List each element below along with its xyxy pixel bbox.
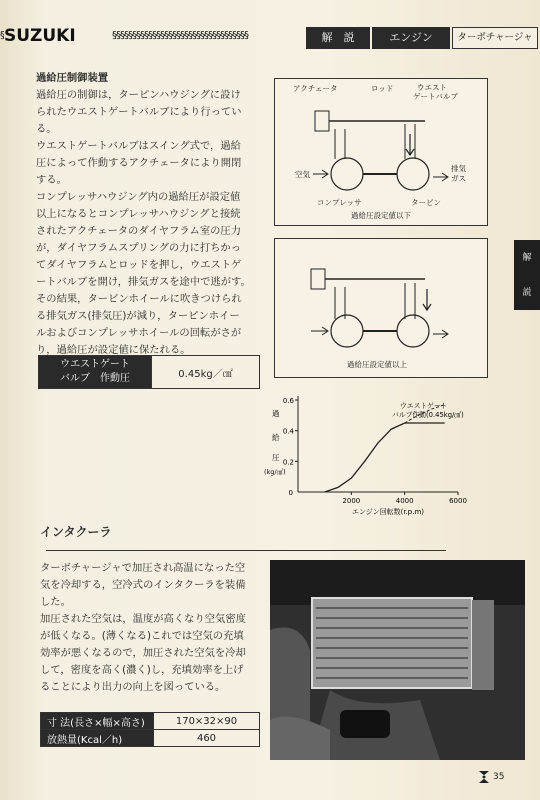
- diagram1-caption: 過給圧設定値以下: [351, 211, 411, 220]
- wastegate-spec-table: [38, 355, 260, 389]
- diagram2-caption: 過給圧設定値以上: [347, 360, 407, 369]
- section1-line: 過給圧の制御は，ターピンハウジングに設け: [36, 89, 241, 101]
- wastegate-spec-label: [39, 356, 152, 389]
- turbo-diagram-above-svg: [275, 239, 487, 377]
- turbo-diagram-above: [274, 238, 488, 378]
- y-tick-label: 0.6: [282, 397, 294, 405]
- x-axis-label: エンジン回転数(r.p.m): [351, 508, 425, 516]
- page-header: [0, 24, 540, 52]
- spec-label-line2: バルブ 作動圧: [60, 373, 130, 384]
- y-unit-label: (kg/㎠): [264, 468, 286, 476]
- section2-heading-row: [40, 524, 520, 559]
- intercooler-photo-svg: [270, 560, 525, 760]
- suzuki-logo-icon: [476, 768, 492, 786]
- section2-line: ターボチャージャで加圧され高温になった空: [40, 562, 246, 574]
- chart-annotation-line1: ウエストゲート: [400, 402, 448, 410]
- header-section-box: 解 説: [306, 27, 370, 49]
- section2-line: 気を冷却する，空冷式のインタクーラを装備: [40, 579, 246, 591]
- exhaust-arrow: [433, 173, 448, 181]
- section1-line: ウエストゲートバルブはスイング式で，過給: [36, 140, 241, 152]
- chart-text: [264, 397, 467, 516]
- actuator-shape-2: [311, 269, 325, 289]
- section1-text: [36, 70, 266, 359]
- label-wastegate1: ウエスト: [417, 83, 447, 92]
- pipes: [335, 124, 415, 159]
- intercooler-photo: [270, 560, 525, 760]
- y-axis-label-char: 給: [272, 433, 280, 442]
- section1-line: 圧によって作動するアクチェータにより開閉: [36, 157, 242, 169]
- section2-line: ることにより出力の向上を図っている。: [40, 681, 226, 693]
- section1-heading: 過給圧制御装置: [36, 72, 109, 84]
- exhaust-arrow-2: [433, 330, 448, 338]
- label-wastegate2: ゲートバルブ: [413, 92, 458, 101]
- chart-annotation-line2: バルブ作動(0.45kg/㎠): [392, 411, 464, 419]
- header-category-box: エンジン: [372, 27, 450, 49]
- side-tab: [514, 240, 540, 310]
- section1-line: ルおよびコンプレッサホイールの回転がさが: [36, 327, 242, 339]
- section2-line: 効率が悪くなるので，加圧された空気を冷却: [40, 647, 246, 659]
- pipes-2: [335, 283, 415, 319]
- flow-arrow-down: [406, 134, 414, 155]
- compressor-wheel: [331, 158, 363, 190]
- boost-pressure-chart: [262, 392, 492, 518]
- y-tick-label: 0.2: [282, 458, 294, 467]
- heat-release-label: 放熱量(Kcal／h): [41, 730, 154, 747]
- section2-line: した。: [40, 596, 71, 608]
- turbo-diagram-below-svg: [275, 79, 487, 225]
- section1-line: り，過給圧が設定値に保たれる。: [36, 344, 191, 356]
- header-dots-right: §§§§§§§§§§§§§§§§§§§§§§§§§§§§§§§§§§: [112, 30, 248, 41]
- intercooler-spec-table: [40, 712, 260, 747]
- turbine-wheel-2: [397, 315, 429, 347]
- y-tick-label: 0.4: [282, 427, 294, 436]
- heat-release-value: 460: [154, 730, 260, 747]
- turbo-diagram-below: [274, 78, 488, 226]
- compressor-wheel-2: [331, 315, 363, 347]
- label-compressor: コンプレッサ: [317, 198, 362, 207]
- turbine-wheel: [397, 158, 429, 190]
- section2-paragraphs: [40, 560, 265, 696]
- section2-line: して，密度を高く(濃く)し，充填効率を上げ: [40, 664, 244, 676]
- y-axis-label-char: 過: [272, 409, 280, 418]
- section1-line: その結果，タービンホイールに吹きつけられ: [36, 293, 242, 305]
- section2-text: [40, 560, 265, 696]
- x-tick-label: 2000: [342, 497, 361, 505]
- air-arrow-2: [311, 327, 328, 335]
- section1-line: る排気ガス(排気圧)が減り，ターピンホイー: [36, 310, 240, 322]
- header-topic-box: ターボチャージャ: [452, 27, 538, 49]
- page-number: 35: [493, 772, 505, 782]
- section1-paragraphs: [36, 87, 266, 359]
- section1-line: 以上になるとコンプレッサハウジングと接続: [36, 208, 241, 220]
- section1-line: られたウエストゲートバルブにより行ってい: [36, 106, 242, 118]
- label-exhaust1: 排気: [451, 164, 466, 173]
- section1-line: ートバルブを開け，排気ガスを途中で逃がす。: [36, 276, 251, 288]
- label-air: 空気: [295, 170, 310, 179]
- brand-title: SUZUKI: [4, 26, 76, 46]
- section1-line: てダイヤフラムとロッドを押し，ウエストゲ: [36, 259, 242, 271]
- section2-heading: インタクーラ: [40, 525, 112, 539]
- section1-line: が，ダイヤフラムスプリングの力に打ちかっ: [36, 242, 242, 254]
- side-tab-char1: 解: [522, 253, 532, 263]
- label-turbine: タービン: [411, 198, 441, 207]
- section2-rule: [46, 550, 446, 551]
- y-axis-label-char: 圧: [272, 453, 280, 462]
- air-arrow: [313, 170, 328, 178]
- actuator-shape: [315, 111, 329, 131]
- section1-line: されたアクチェータのダイヤフラム室の圧力: [36, 225, 242, 237]
- bypass-arrow: [423, 289, 431, 310]
- section1-line: る。: [36, 123, 57, 135]
- y-zero-label: 0: [288, 489, 293, 497]
- label-actuator: アクチェータ: [293, 84, 338, 93]
- wastegate-spec-value: 0.45kg／㎠: [152, 356, 260, 389]
- label-rod: ロッド: [371, 84, 394, 93]
- x-tick-label: 6000: [449, 497, 467, 505]
- section2-line: 加圧された空気は，温度が高くなり空気密度: [40, 613, 246, 625]
- boost-curve: [325, 423, 445, 492]
- x-tick-label: 4000: [395, 497, 414, 505]
- section1-line: コンプレッサハウジング内の過給圧が設定値: [36, 191, 241, 203]
- section1-line: する。: [36, 174, 67, 186]
- side-tab-char2: 説: [522, 288, 532, 298]
- header-dots-left: §: [0, 30, 4, 41]
- section2-line: が低くなる。(薄くなる)これでは空気の充填: [40, 630, 244, 642]
- label-exhaust2: ガス: [451, 174, 466, 183]
- dimensions-label: 寸 法(長さ×幅×高さ): [41, 713, 154, 730]
- spec-label-line1: ウエストゲート: [60, 359, 130, 370]
- dimensions-value: 170×32×90: [154, 713, 260, 730]
